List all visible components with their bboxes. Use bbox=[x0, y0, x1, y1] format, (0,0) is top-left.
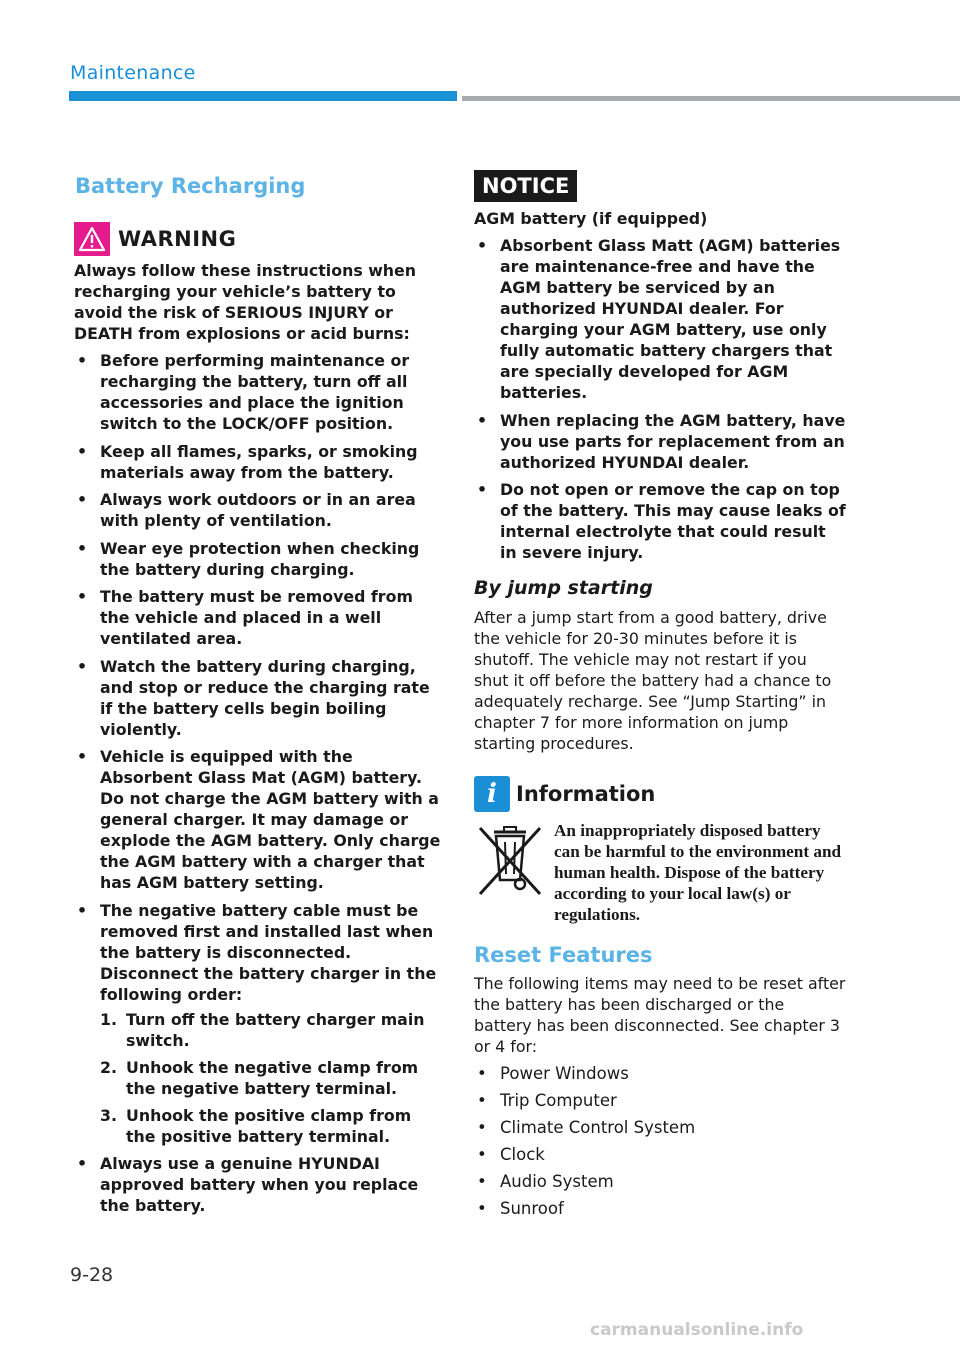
information-title: Information bbox=[516, 782, 656, 806]
list-item: • The battery must be removed from the vehicle and placed in a well ventilated area. bbox=[74, 586, 442, 649]
step-number: 2. bbox=[100, 1057, 117, 1077]
watermark: carmanualsonline.info bbox=[590, 1320, 804, 1340]
reset-features-title: Reset Features bbox=[474, 943, 653, 967]
page-number: 9-28 bbox=[70, 1264, 114, 1286]
information-text: An inappropriately disposed battery can be harmful to the environment and human health. Dispose of the battery according to your local law(s) or regulations. bbox=[554, 821, 842, 924]
list-item: • Watch the battery during charging, and stop or reduce the charging rate if the battery cells begin boiling violently. bbox=[74, 656, 442, 740]
crossed-bin-icon bbox=[474, 822, 546, 902]
list-item: • Always use a genuine HYUNDAI approved battery when you replace the battery. bbox=[74, 1153, 442, 1216]
step-text: Turn off the battery charger main switch. bbox=[126, 1009, 425, 1050]
right-column bbox=[474, 170, 846, 1225]
jump-starting-text: After a jump start from a good battery, drive the vehicle for 20-30 minutes before it is shutoff. The vehicle may not restart if you shut it off before the battery had a chance to adequately recharge. See “Jump Starting” in chapter 7 for more information on jump starting procedures. bbox=[474, 608, 832, 753]
warning-header bbox=[74, 222, 442, 256]
list-item-text: The negative battery cable must be removed first and installed last when the battery is disconnected. Disconnect the battery charger in the following order: bbox=[100, 900, 437, 1004]
step-item bbox=[100, 1009, 442, 1051]
warning-triangle-icon bbox=[74, 222, 110, 256]
step-number: 1. bbox=[100, 1009, 117, 1029]
warning-title: WARNING bbox=[118, 227, 237, 251]
information-header bbox=[474, 776, 846, 812]
step-text: Unhook the negative clamp from the negative battery terminal. bbox=[126, 1057, 419, 1098]
jump-starting-heading: By jump starting bbox=[474, 577, 653, 599]
list-item: • Audio System bbox=[474, 1171, 846, 1192]
list-item: • When replacing the AGM battery, have you use parts for replacement from an authorized HYUNDAI dealer. bbox=[474, 410, 846, 473]
agm-heading: AGM battery (if equipped) bbox=[474, 209, 708, 228]
section-header: Maintenance bbox=[70, 62, 196, 84]
list-item: • Vehicle is equipped with the Absorbent Glass Mat (AGM) battery. Do not charge the AGM battery with a general charger. It may damage or explode the AGM battery. Only charge the AGM battery with a charger that has AGM battery setting. bbox=[74, 746, 442, 893]
list-item: • Sunroof bbox=[474, 1198, 846, 1219]
step-text: Unhook the positive clamp from the positive battery terminal. bbox=[126, 1105, 412, 1146]
list-item: • Absorbent Glass Matt (AGM) batteries are maintenance-free and have the AGM battery be serviced by an authorized HYUNDAI dealer. For charging your AGM battery, use only fully automatic battery chargers that are specially developed for AGM batteries. bbox=[474, 235, 846, 403]
information-icon: i bbox=[474, 776, 510, 812]
reset-features-text: The following items may need to be reset after the battery has been discharged or the battery has been disconnected. See chapter 3 or 4 for: bbox=[474, 974, 846, 1056]
step-item bbox=[100, 1057, 442, 1099]
list-item: • Before performing maintenance or recharging the battery, turn off all accessories and place the ignition switch to the LOCK/OFF position. bbox=[74, 350, 442, 434]
header-rule-gray bbox=[462, 96, 960, 101]
left-column bbox=[74, 170, 442, 1223]
list-item: • Do not open or remove the cap on top of the battery. This may cause leaks of internal electrolyte that could result in severe injury. bbox=[474, 479, 846, 563]
list-item: • Climate Control System bbox=[474, 1117, 846, 1138]
notice-badge: NOTICE bbox=[474, 170, 577, 202]
list-item: • Always work outdoors or in an area with plenty of ventilation. bbox=[74, 489, 442, 531]
step-item bbox=[100, 1105, 442, 1147]
warning-intro: Always follow these instructions when recharging your vehicle’s battery to avoid the risk of SERIOUS INJURY or DEATH from explosions or acid burns: bbox=[74, 261, 417, 343]
list-item: • Clock bbox=[474, 1144, 846, 1165]
information-body bbox=[474, 820, 846, 925]
disconnect-steps bbox=[100, 1009, 442, 1147]
list-item: • Power Windows bbox=[474, 1063, 846, 1084]
step-number: 3. bbox=[100, 1105, 117, 1125]
list-item: • Trip Computer bbox=[474, 1090, 846, 1111]
header-rule-accent bbox=[69, 91, 457, 101]
battery-recharging-title: Battery Recharging bbox=[75, 174, 306, 198]
list-item: • Keep all flames, sparks, or smoking materials away from the battery. bbox=[74, 441, 442, 483]
reset-items-list bbox=[474, 1063, 846, 1219]
warning-list bbox=[74, 350, 442, 1216]
notice-list bbox=[474, 235, 846, 563]
list-item-with-steps bbox=[74, 900, 442, 1147]
list-item: • Wear eye protection when checking the battery during charging. bbox=[74, 538, 442, 580]
